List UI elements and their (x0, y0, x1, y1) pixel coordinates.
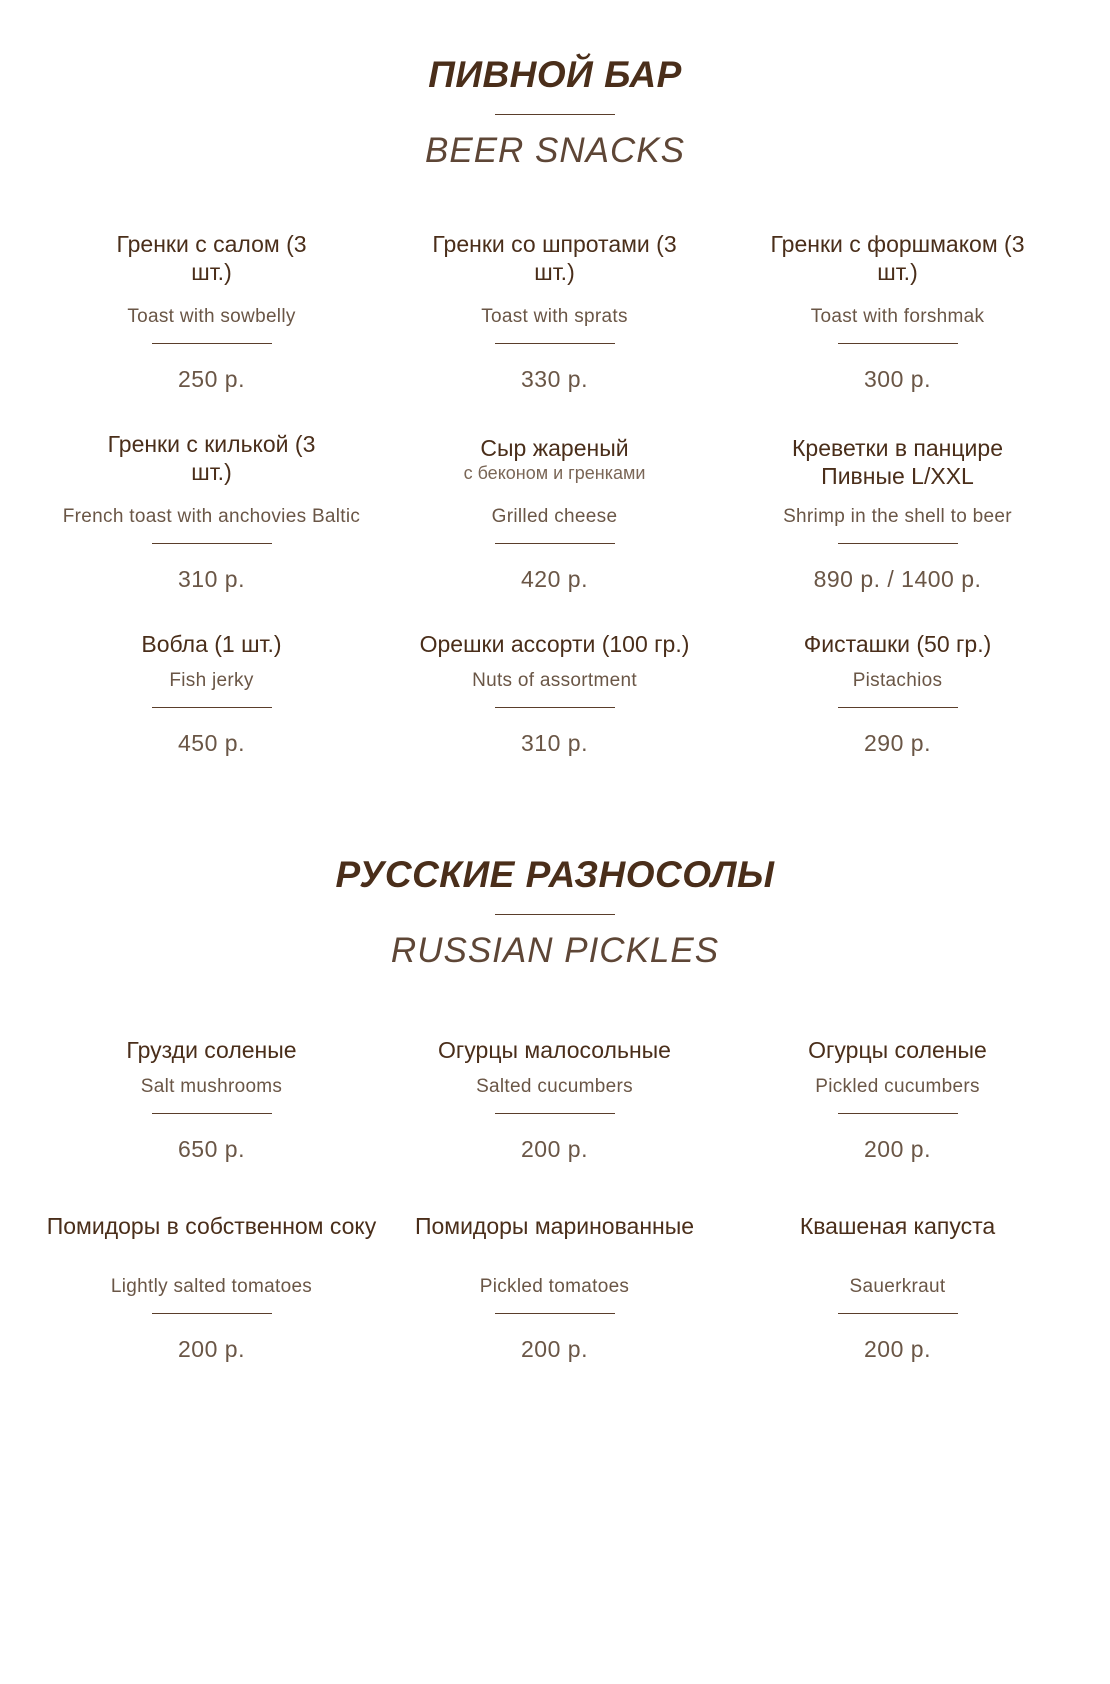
item-price: 200 р. (864, 1136, 931, 1162)
item-english-name: Pickled cucumbers (815, 1076, 980, 1097)
item-divider (838, 343, 958, 344)
item-divider (152, 1313, 272, 1314)
item-name: Помидоры в собственном соку (46, 1213, 377, 1239)
item-english-name: Nuts of assortment (472, 670, 637, 691)
item-name: Орешки ассорти (100 гр.) (419, 631, 690, 657)
item-english-name: Pistachios (852, 670, 943, 691)
section-divider (495, 914, 615, 915)
item-english-name: Lightly salted tomatoes (110, 1276, 313, 1297)
item-english-name: Salt mushrooms (140, 1076, 283, 1097)
item-english-name: Sauerkraut (849, 1276, 946, 1297)
item-english-name: Pickled tomatoes (479, 1276, 630, 1297)
item-divider (495, 1313, 615, 1314)
item-name: Креветки в панцире Пивные L/XXL (792, 435, 1003, 489)
item-divider (152, 343, 272, 344)
item-note: с беконом и гренками (463, 463, 646, 483)
item-divider (152, 1113, 272, 1114)
item-divider (152, 543, 272, 544)
item-name: Сыр жареный (480, 435, 629, 461)
item-name: Гренки со шпротами (3 шт.) (432, 231, 677, 285)
item-name: Квашеная капуста (799, 1213, 996, 1239)
item-english-name: Fish jerky (169, 670, 254, 691)
item-divider (495, 543, 615, 544)
section-subtitle: RUSSIAN PICKLES (390, 931, 720, 970)
item-divider (495, 707, 615, 708)
section-divider (495, 114, 615, 115)
item-english-name: Grilled cheese (491, 506, 618, 527)
item-price: 300 р. (864, 366, 931, 392)
item-english-name: Toast with sowbelly (127, 306, 296, 327)
item-price: 330 р. (521, 366, 588, 392)
item-price: 290 р. (864, 730, 931, 756)
item-price: 250 р. (178, 366, 245, 392)
item-divider (838, 707, 958, 708)
item-name: Гренки с килькой (3 шт.) (107, 431, 316, 485)
item-divider (152, 707, 272, 708)
item-divider (495, 343, 615, 344)
section-beer-snacks (0, 52, 1110, 173)
item-english-name: Toast with sprats (481, 306, 628, 327)
item-price: 200 р. (521, 1136, 588, 1162)
item-divider (838, 543, 958, 544)
section-title: РУССКИЕ РАЗНОСОЛЫ (335, 854, 775, 895)
item-price: 890 р. / 1400 р. (813, 566, 982, 592)
item-name: Гренки с форшмаком (3 шт.) (770, 231, 1025, 285)
item-price: 200 р. (864, 1336, 931, 1362)
item-divider (495, 1113, 615, 1114)
item-price: 420 р. (521, 566, 588, 592)
item-name: Огурцы малосольные (438, 1037, 671, 1063)
item-divider (838, 1313, 958, 1314)
item-divider (838, 1113, 958, 1114)
item-name: Грузди соленые (126, 1037, 297, 1063)
item-price: 310 р. (178, 566, 245, 592)
item-price: 200 р. (521, 1336, 588, 1362)
item-name: Огурцы соленые (808, 1037, 987, 1063)
item-name: Помидоры маринованные (414, 1213, 695, 1239)
section-subtitle: BEER SNACKS (425, 131, 685, 170)
item-price: 450 р. (178, 730, 245, 756)
item-name: Вобла (1 шт.) (141, 631, 282, 657)
item-price: 200 р. (178, 1336, 245, 1362)
item-english-name: Toast with forshmak (810, 306, 985, 327)
item-english-name: Shrimp in the shell to beer (783, 506, 1012, 527)
item-english-name: Salted cucumbers (476, 1076, 633, 1097)
section-russian-pickles (0, 852, 1110, 973)
item-english-name: French toast with anchovies Baltic (62, 506, 361, 527)
item-name: Гренки с салом (3 шт.) (116, 231, 307, 285)
item-name: Фисташки (50 гр.) (803, 631, 992, 657)
section-title: ПИВНОЙ БАР (428, 54, 682, 95)
item-price: 650 р. (178, 1136, 245, 1162)
item-price: 310 р. (521, 730, 588, 756)
